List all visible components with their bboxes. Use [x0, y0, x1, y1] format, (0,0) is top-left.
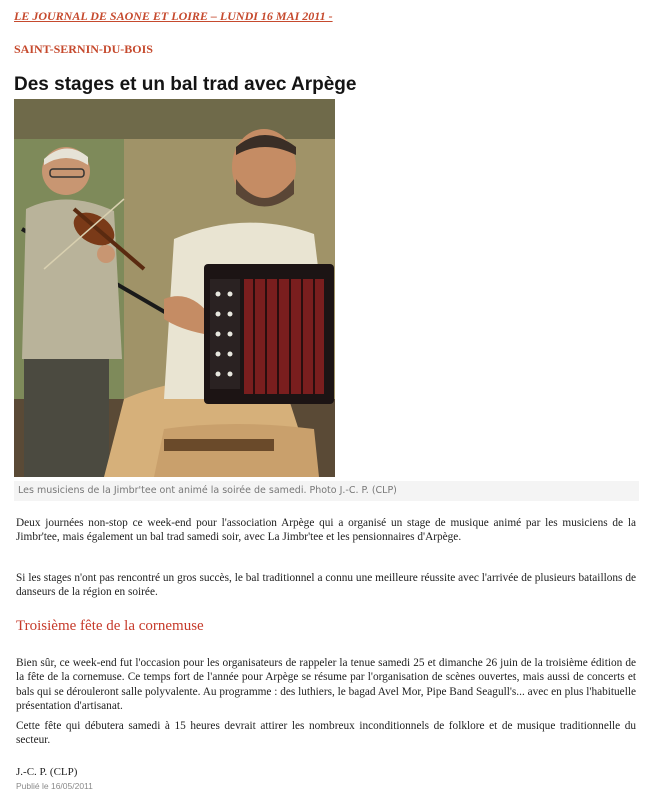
newspaper-source-line: LE JOURNAL DE SAONE ET LOIRE – LUNDI 16 MAI 2011 -: [14, 9, 333, 23]
article-paragraph-4: Cette fête qui débutera samedi à 15 heures devrait attirer les nombreux inconditionnels de folklore et de musique traditionnelle du secteur.: [16, 720, 636, 747]
author-signature: J.-C. P. (CLP): [16, 766, 78, 778]
article-photo: [14, 99, 335, 477]
article-paragraph-3: Bien sûr, ce week-end fut l'occasion pour les organisateurs de rappeler la tenue samedi 25 et dimanche 26 juin de la troisième édition de la fête de la cornemuse. Ce temps fort de l'année pour Arpège se résume par l'organisation de scènes ouvertes, mais aussi de concerts et bals qui se dérouleront salle polyvalente. Au programme : des luthiers, le bagad Avel Mor, Pipe Band Seagull's... avec en plus l'habituelle présentation d'artisanat.: [16, 657, 636, 712]
article-paragraph-1: Deux journées non-stop ce week-end pour l'association Arpège qui a organisé un stage de musique animé par les musiciens de la Jimbr'tee, mais également un bal trad samedi soir, avec La Jimbr'tee et les pensionnaires d'Arpège.: [16, 517, 636, 544]
photo-caption: Les musiciens de la Jimbr'tee ont animé la soirée de samedi. Photo J.-C. P. (CLP): [18, 485, 397, 496]
published-date: Publié le 16/05/2011: [16, 781, 93, 791]
article-subheading: Troisième fête de la cornemuse: [16, 618, 204, 634]
article-headline: Des stages et un bal trad avec Arpège: [14, 74, 357, 95]
article-paragraph-2: Si les stages n'ont pas rencontré un gros succès, le bal traditionnel a connu une meilleure réussite avec l'arrivée de plusieurs bataillons de danseurs de la région en soirée.: [16, 572, 636, 599]
location-label: SAINT-SERNIN-DU-BOIS: [14, 42, 153, 56]
